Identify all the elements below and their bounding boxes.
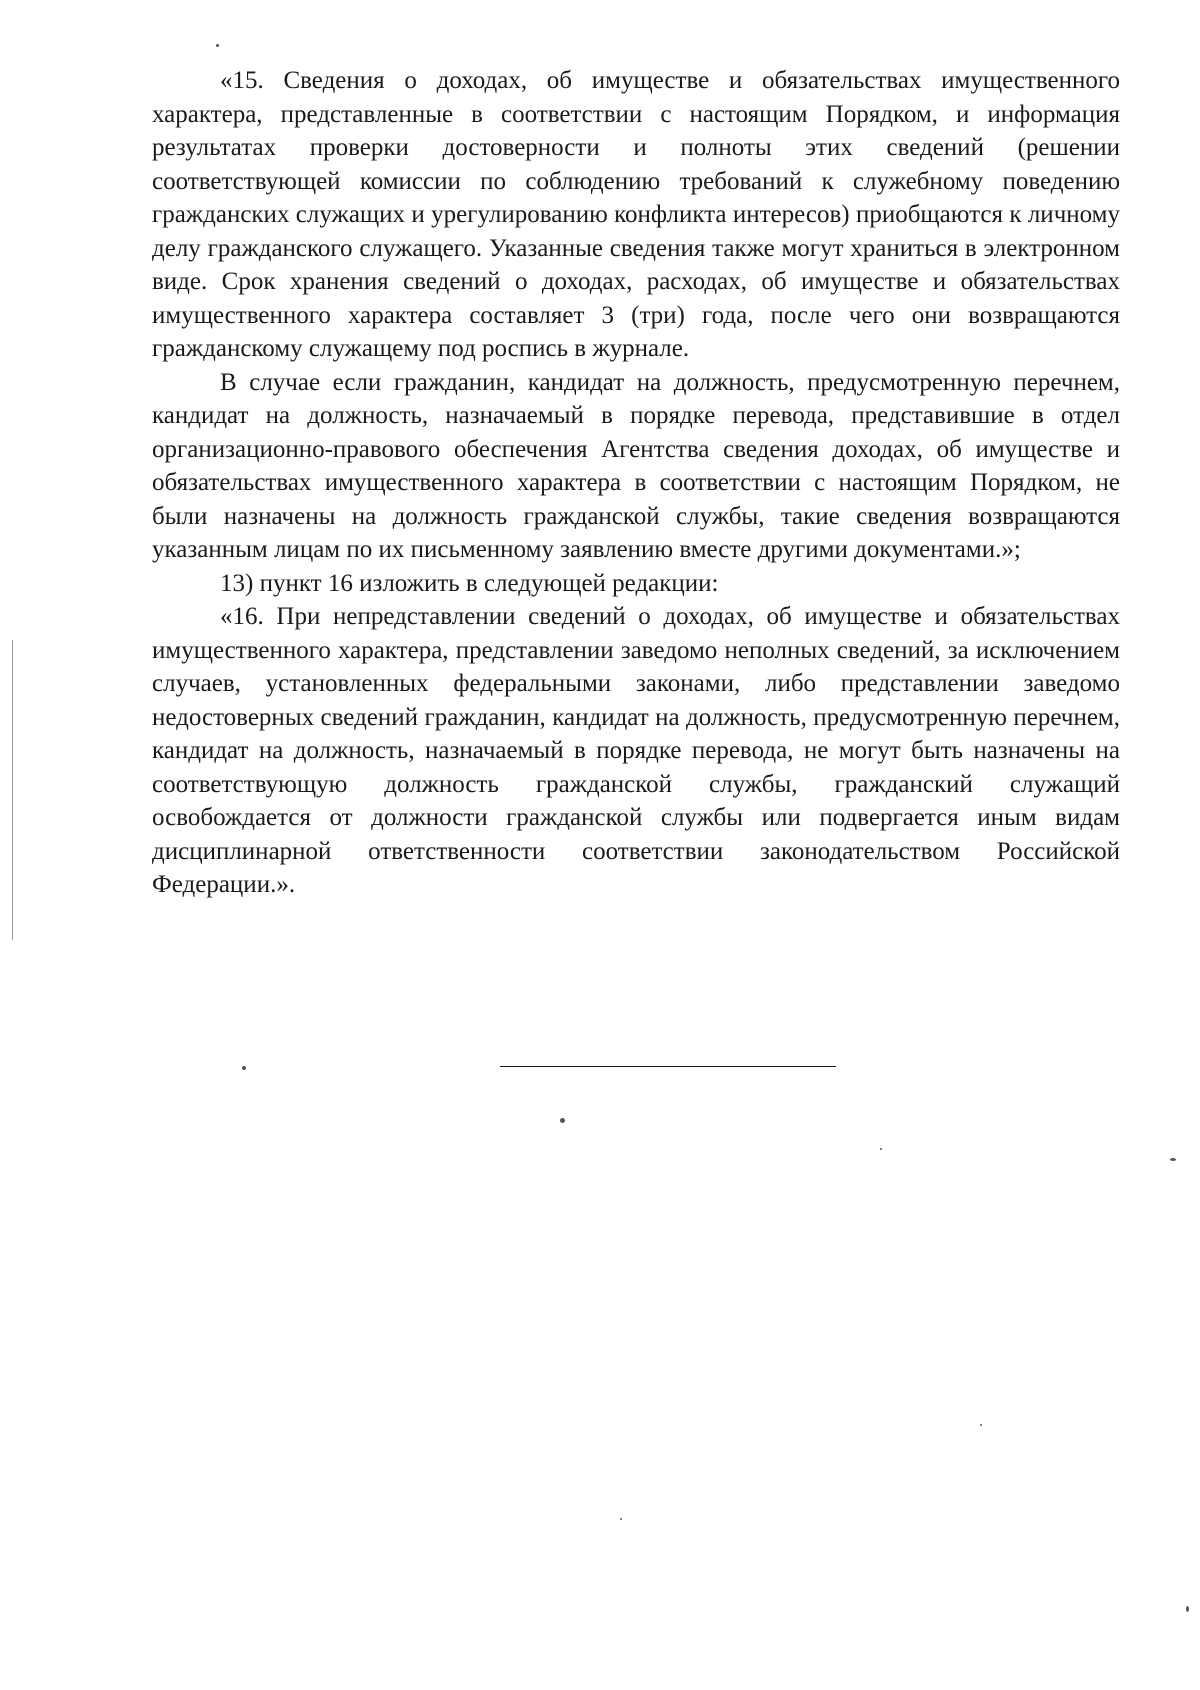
paragraph-return-of-information: В случае если гражданин, кандидат на должность, предусмотренную перечнем, кандидат на должность, назначаемый в порядке перевода, представившие в отдел организационно-правового обеспечения Агентства сведения доходах, об имуществе и обязательствах имущественного характера в соответствии с настоящим Порядком, не были назначены на должность гражданской службы, такие сведения возвращаются указанным лицам по их письменному заявлению вместе другими документами.»; bbox=[152, 368, 1120, 563]
scan-speck bbox=[620, 1518, 622, 1520]
end-of-text-divider bbox=[500, 1066, 836, 1067]
paragraph-16: «16. При непредставлении сведений о доходах, об имуществе и обязательствах имущественного характера, представлении заведомо неполных сведений, за исключением случаев, установленных федеральными законами, либо представлении заведомо недостоверных сведений гражданин, кандидат на должность, предусмотренную перечнем, кандидат на должность, назначаемый в порядке перевода, не могут быть назначены на соответствующую должность гражданской службы, гражданский служащий освобождается от должности гражданской службы или подвергается иным видам дисциплинарной ответственности соответствии законодательством Российской Федерации.». bbox=[152, 603, 1120, 898]
scan-speck bbox=[216, 44, 219, 47]
document-body bbox=[152, 64, 1120, 902]
scan-speck bbox=[880, 1148, 882, 1150]
scan-speck bbox=[560, 1118, 565, 1123]
scan-speck bbox=[1186, 1606, 1189, 1612]
paragraph-item-13: 13) пункт 16 изложить в следующей редакции: bbox=[220, 569, 719, 597]
scan-speck bbox=[980, 1424, 982, 1426]
paragraph-15: «15. Сведения о доходах, об имуществе и обязательствах имущественного характера, представленные в соответствии с настоящим Порядком, и информация результатах проверки достоверности и полноты этих сведений (решении соответствующей комиссии по соблюдению требований к служебному поведению гражданских служащих и урегулированию конфликта интересов) приобщаются к личному делу гражданского служащего. Указанные сведения также могут храниться в электронном виде. Срок хранения сведений о доходах, расходах, об имуществе и обязательствах имущественного характера составляет 3 (три) года, после чего они возвращаются гражданскому служащему под роспись в журнале. bbox=[152, 67, 1120, 362]
scan-speck bbox=[242, 1066, 246, 1070]
scan-margin-artifact bbox=[12, 640, 13, 940]
scan-speck bbox=[1170, 1158, 1176, 1161]
